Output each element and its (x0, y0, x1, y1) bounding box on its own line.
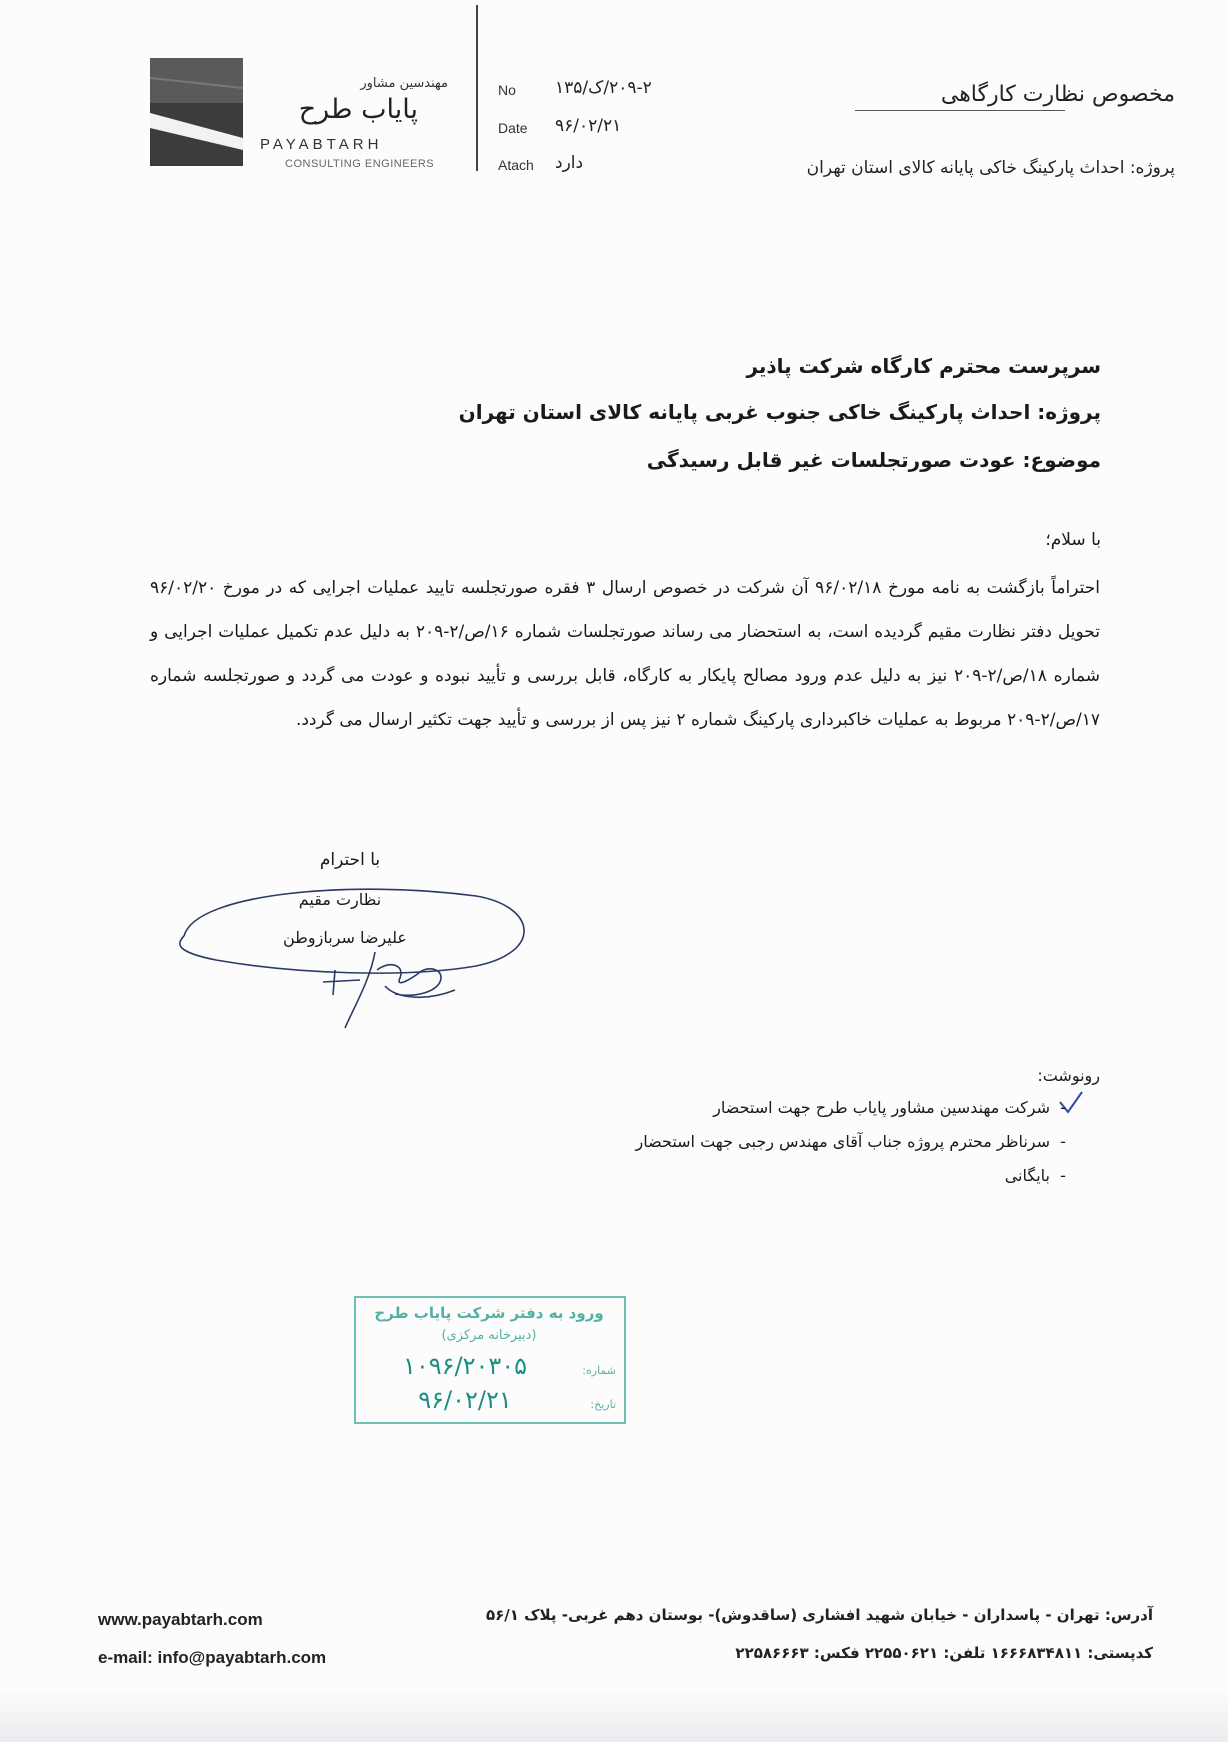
classification-label: مخصوص نظارت کارگاهی (940, 82, 1175, 107)
stamp-date: ۹۶/۰۲/۲۱ (418, 1386, 512, 1414)
project-title: پروژه: احداث پارکینگ خاکی جنوب غربی پایانه کالای استان تهران (458, 400, 1101, 424)
cc-dash: - (1060, 1132, 1066, 1151)
cc-dash: - (1060, 1098, 1066, 1117)
receipt-stamp (354, 1296, 626, 1424)
stamp-subtitle: (دبیرخانه مرکزی) (441, 1328, 537, 1343)
date-label: Date (498, 120, 528, 136)
logo-icon (150, 58, 243, 166)
logo-subtitle-fa: مهندسین مشاور (360, 76, 448, 91)
cc-item: بایگانی (1004, 1166, 1050, 1185)
footer-website[interactable]: www.payabtarh.com (98, 1610, 263, 1629)
logo-tagline: CONSULTING ENGINEERS (285, 158, 435, 170)
footer-band (0, 1688, 1228, 1742)
footer-address: آدرس: تهران - پاسداران - خیابان شهید افشاری (ساقدوش)- بوستان دهم غربی- پلاک ۵۶/۱ (485, 1606, 1153, 1624)
stamp-date-label: تاریخ: (590, 1398, 616, 1411)
cc-title: رونوشت: (1037, 1066, 1100, 1085)
attach-value: دارد (555, 153, 584, 173)
footer-email[interactable]: e-mail: info@payabtarh.com (98, 1648, 327, 1667)
footer-contact: کدپستی: ۱۶۶۶۸۳۴۸۱۱ تلفن: ۲۲۵۵۰۶۲۱ فکس: ۲۲۵۸۶۶۶۳ (735, 1644, 1153, 1662)
attach-label: Atach (498, 157, 534, 173)
subject: موضوع: عودت صورتجلسات غیر قابل رسیدگی (646, 448, 1101, 472)
header-project: پروژه: احداث پارکینگ خاکی پایانه کالای استان تهران (806, 158, 1175, 178)
stamp-number-label: شماره: (582, 1364, 616, 1377)
cc-item: سرناظر محترم پروژه جناب آقای مهندس رجبی جهت استحضار (635, 1132, 1050, 1151)
logo-mark (150, 58, 243, 166)
no-label: No (498, 82, 516, 98)
letter-date: ۹۶/۰۲/۲۱ (555, 116, 622, 136)
handwritten-signature (315, 950, 465, 1030)
classification-underline (855, 110, 1065, 111)
signer-name: علیرضا سربازوطن (283, 928, 407, 947)
cc-item: شرکت مهندسین مشاور پایاب طرح جهت استحضار (713, 1098, 1050, 1117)
logo-name-fa: پایاب طرح (298, 94, 418, 125)
recipient: سرپرست محترم کارگاه شرکت پاذیر (746, 354, 1101, 378)
closing: با احترام (319, 850, 381, 870)
letter-number: ۲۰۹-۲/ک/۱۳۵ (555, 78, 652, 98)
cc-dash: - (1060, 1166, 1066, 1185)
header-divider (476, 5, 478, 171)
logo-name-en: PAYABTARH (260, 136, 383, 153)
letter-body: احتراماً بازگشت به نامه مورخ ۹۶/۰۲/۱۸ آن شرکت در خصوص ارسال ۳ فقره صورتجلسه تایید عملیات اجرایی که در مورخ ۹۶/۰۲/۲۰ تحویل دفتر نظارت مقیم گردیده است، به استحضار می رساند صورتجلسات شماره ۱۶/ص/۲-۲۰۹ به دلیل عدم تکمیل عملیات اجرایی و شماره ۱۸/ص/۲-۲۰۹ نیز به دلیل عدم ورود مصالح پایکار به کارگاه، قابل بررسی و تأیید نبوده و عودت می گردد و صورتجلسه شماره ۱۷/ص/۲-۲۰۹ مربوط به عملیات خاکبرداری پارکینگ شماره ۲ نیز پس از بررسی و تأیید جهت تکثیر ارسال می گردد. (150, 578, 1100, 730)
signer-title: نظارت مقیم (298, 890, 382, 909)
greeting: با سلام؛ (1045, 530, 1101, 550)
stamp-number: ۱۰۹۶/۲۰۳۰۵ (402, 1352, 528, 1380)
stamp-title: ورود به دفتر شرکت پایاب طرح (374, 1304, 604, 1322)
